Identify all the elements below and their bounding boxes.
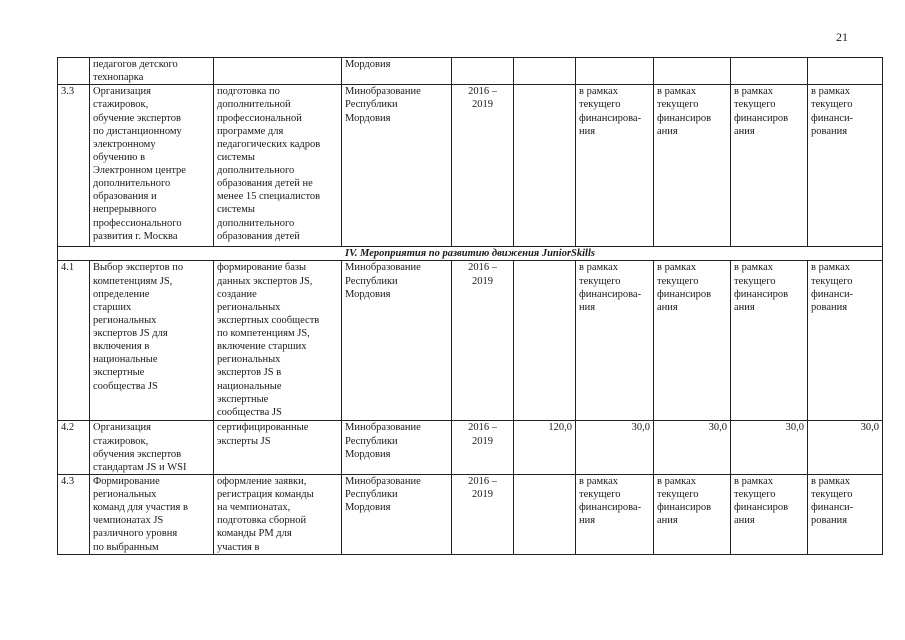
executor-cell: Минобразование Республики Мордовия xyxy=(342,85,452,247)
funding-2018-cell: в рамках текущего финансиров ания xyxy=(731,261,808,421)
table-row xyxy=(58,261,883,421)
plan-table xyxy=(57,57,883,555)
event-cell: Выбор экспертов по компетенциям JS, определение старших региональных экспертов JS для включения в национальные экспертные сообщества JS xyxy=(90,261,214,421)
row-number: 4.3 xyxy=(58,474,90,554)
executor-cell: Минобразование Республики Мордовия xyxy=(342,421,452,475)
table-row xyxy=(58,58,883,85)
result-cell: оформление заявки, регистрация команды на чемпионатах, подготовка сборной команды РМ для участия в xyxy=(214,474,342,554)
event-cell: Организация стажировок, обучения экспертов стандартам JS и WSI xyxy=(90,421,214,475)
funding-2019-cell: в рамках текущего финанси- рования xyxy=(808,261,883,421)
period-cell: 2016 – 2019 xyxy=(452,261,514,421)
funding-2016-cell xyxy=(576,58,654,85)
total-cell: 120,0 xyxy=(514,421,576,475)
period-cell: 2016 – 2019 xyxy=(452,421,514,475)
result-cell: подготовка по дополнительной профессиональной программе для педагогических кадров системы дополнительного образования детей не менее 15 специалистов системы дополнительного образования детей xyxy=(214,85,342,247)
funding-2017-cell: в рамках текущего финансиров ания xyxy=(654,474,731,554)
funding-2017-cell: 30,0 xyxy=(654,421,731,475)
funding-2018-cell: в рамках текущего финансиров ания xyxy=(731,85,808,247)
funding-2016-cell: 30,0 xyxy=(576,421,654,475)
funding-2018-cell xyxy=(731,58,808,85)
result-cell: сертифицированные эксперты JS xyxy=(214,421,342,475)
period-cell xyxy=(452,58,514,85)
funding-2017-cell xyxy=(654,58,731,85)
event-cell: Организация стажировок, обучение экспертов по дистанционному электронному обучению в Электронном центре дополнительного образования и непрерывного профессионального развития г. Москва xyxy=(90,85,214,247)
total-cell xyxy=(514,58,576,85)
total-cell xyxy=(514,85,576,247)
event-cell: Формирование региональных команд для участия в чемпионатах JS различного уровня по выбранным xyxy=(90,474,214,554)
result-cell xyxy=(214,58,342,85)
event-cell: педагогов детского технопарка xyxy=(90,58,214,85)
row-number: 3.3 xyxy=(58,85,90,247)
executor-cell: Минобразование Республики Мордовия xyxy=(342,261,452,421)
funding-2018-cell: 30,0 xyxy=(731,421,808,475)
funding-2016-cell: в рамках текущего финансирова- ния xyxy=(576,85,654,247)
funding-2019-cell xyxy=(808,58,883,85)
funding-2019-cell: в рамках текущего финанси- рования xyxy=(808,85,883,247)
period-cell: 2016 – 2019 xyxy=(452,85,514,247)
executor-cell: Минобразование Республики Мордовия xyxy=(342,474,452,554)
total-cell xyxy=(514,261,576,421)
result-cell: формирование базы данных экспертов JS, создание региональных экспертных сообществ по компетенциям JS, включение старших региональных экспертов JS в национальные экспертные сообщества JS xyxy=(214,261,342,421)
section-header-row xyxy=(58,247,883,261)
section-title: IV. Мероприятия по развитию движения JuniorSkills xyxy=(58,247,883,261)
funding-2018-cell: в рамках текущего финансиров ания xyxy=(731,474,808,554)
table-row xyxy=(58,85,883,247)
funding-2017-cell: в рамках текущего финансиров ания xyxy=(654,261,731,421)
funding-2016-cell: в рамках текущего финансирова- ния xyxy=(576,261,654,421)
row-number xyxy=(58,58,90,85)
funding-2019-cell: в рамках текущего финанси- рования xyxy=(808,474,883,554)
funding-2016-cell: в рамках текущего финансирова- ния xyxy=(576,474,654,554)
period-cell: 2016 – 2019 xyxy=(452,474,514,554)
row-number: 4.2 xyxy=(58,421,90,475)
page-number: 21 xyxy=(836,30,848,44)
total-cell xyxy=(514,474,576,554)
table-row xyxy=(58,421,883,475)
funding-2019-cell: 30,0 xyxy=(808,421,883,475)
executor-cell: Мордовия xyxy=(342,58,452,85)
table-row xyxy=(58,474,883,554)
funding-2017-cell: в рамках текущего финансиров ания xyxy=(654,85,731,247)
row-number: 4.1 xyxy=(58,261,90,421)
